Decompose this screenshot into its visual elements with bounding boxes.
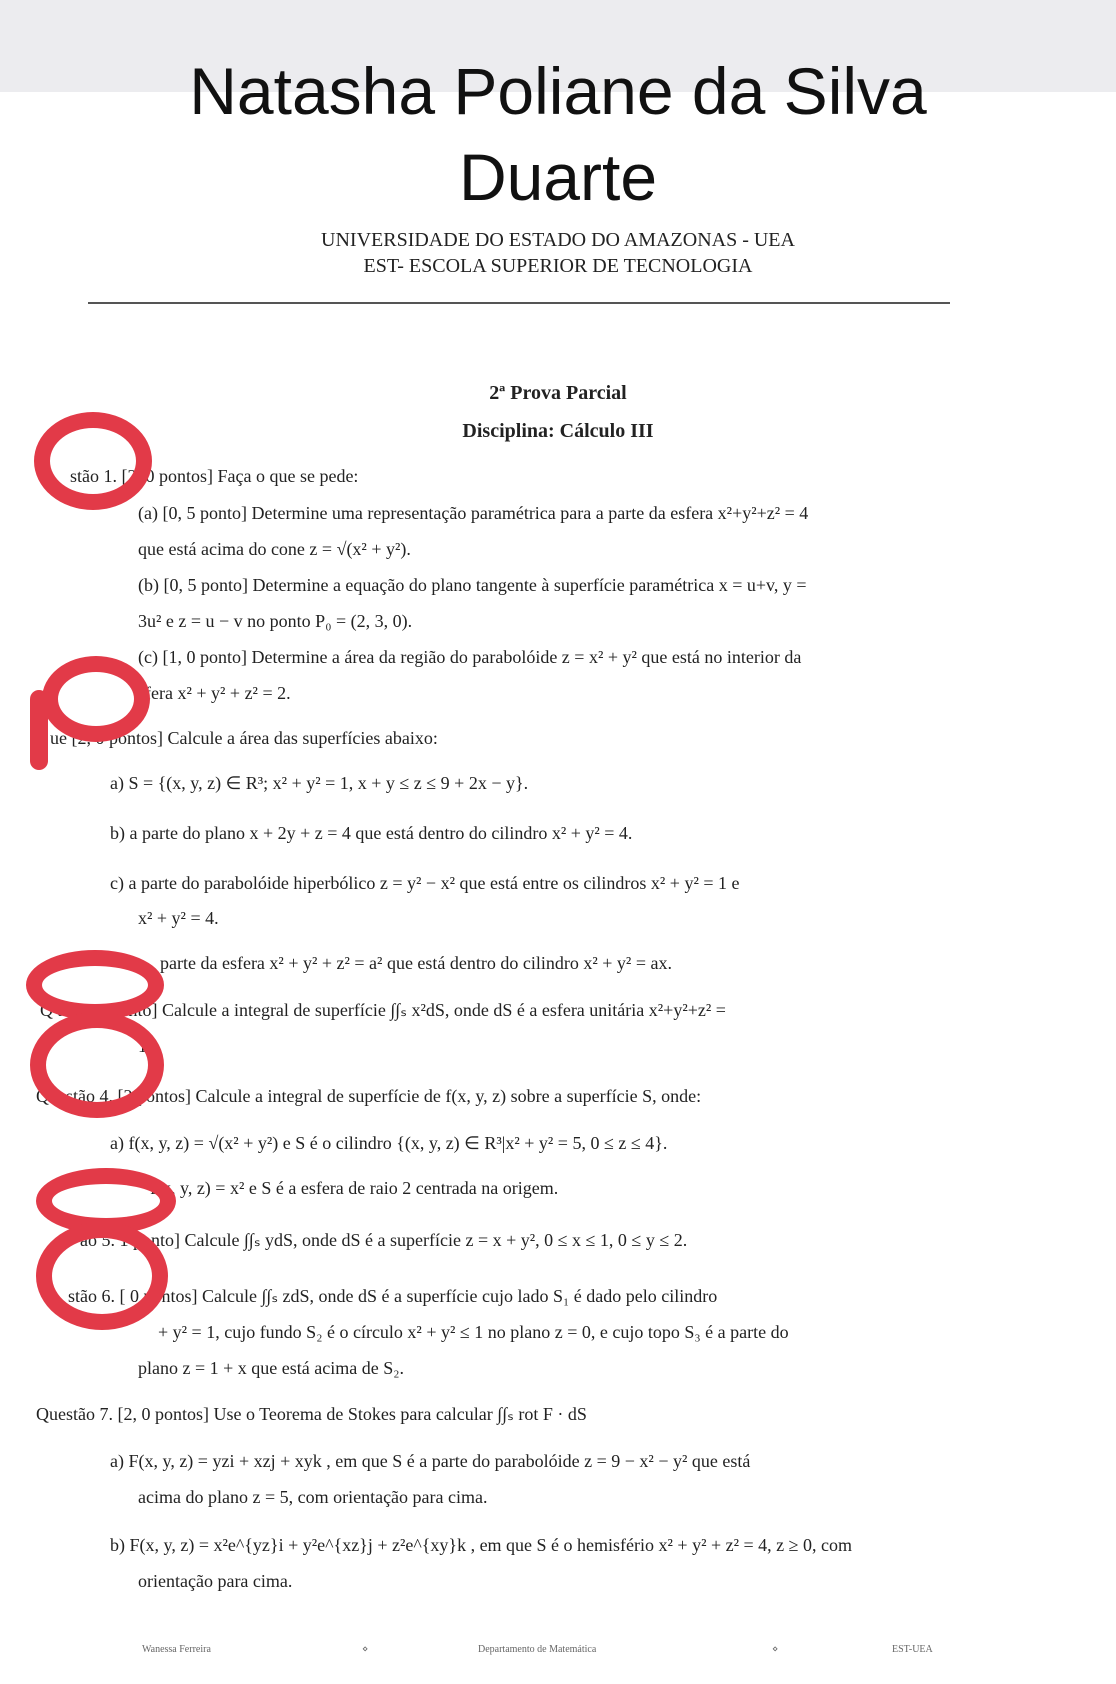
question-1b-line1: (b) [0, 5 ponto] Determine a equação do plano tangente à superfície paramétrica x = u+v, y = [138, 575, 807, 595]
question-6-line2: + y² = 1, cujo fundo S₂ é o círculo x² + y² ≤ 1 no plano z = 0, e cujo topo S₃ é a parte do [158, 1322, 789, 1342]
annotation-eight-1b [30, 1012, 164, 1118]
question-2c-line2: x² + y² = 4. [138, 908, 219, 928]
question-1-intro: stão 1. [2, 0 pontos] Faça o que se pede: [70, 466, 359, 486]
annotation-circle-1 [34, 412, 152, 510]
annotation-stroke-2 [30, 690, 48, 770]
question-1c-line2: sfera x² + y² + z² = 2. [138, 683, 291, 703]
question-6-line3: plano z = 1 + x que está acima de S₂. [138, 1358, 405, 1378]
question-7a-line1: a) F(x, y, z) = yzi + xzj + xyk , em que S é a parte do parabolóide z = 9 − x² − y² que está [110, 1451, 751, 1471]
author-name-line1: Natasha Poliane da Silva [189, 54, 927, 128]
question-6-line1: stão 6. [ 0 pontos] Calcule ∫∫ₛ zdS, onde dS é a superfície cujo lado S₁ é dado pelo cilindro [68, 1286, 718, 1306]
question-7b-line1: b) F(x, y, z) = x²e^{yz}i + y²e^{xz}j + z²e^{xy}k , em que S é o hemisfério x² + y² + z² = 4, z ≥ 0, com [110, 1535, 853, 1555]
institution-line2: EST- ESCOLA SUPERIOR DE TECNOLOGIA [363, 255, 753, 277]
question-4-intro: Questão 4. [2 pontos] Calcule a integral de superfície de f(x, y, z) sobre a superfície S, onde: [36, 1086, 702, 1106]
question-7-intro: Questão 7. [2, 0 pontos] Use o Teorema de Stokes para calcular ∫∫ₛ rot F · dS [36, 1404, 587, 1424]
question-4a: a) f(x, y, z) = √(x² + y²) e S é o cilindro {(x, y, z) ∈ R³|x² + y² = 5, 0 ≤ z ≤ 4}. [110, 1133, 668, 1153]
question-3-continuation: 1 [138, 1036, 147, 1056]
question-1a-line2: que está acima do cone z = √(x² + y²). [138, 539, 411, 559]
question-1c-line1: (c) [1, 0 ponto] Determine a área da região do parabolóide z = x² + y² que está no interior da [138, 647, 802, 667]
question-7b-line2: orientação para cima. [138, 1571, 293, 1591]
header-divider [88, 302, 950, 304]
question-5: ão 5. 1 ponto] Calcule ∫∫ₛ ydS, onde dS é a superfície z = x + y², 0 ≤ x ≤ 1, 0 ≤ y ≤ 2. [80, 1230, 688, 1250]
footer-author: Wanessa Ferreira [142, 1644, 211, 1655]
footer-institution: EST-UEA [892, 1644, 933, 1655]
institution-header [0, 227, 1116, 279]
question-4b: f(x, y, z) = x² e S é a esfera de raio 2 centrada na origem. [150, 1178, 559, 1198]
question-2-intro: ue [2, 0 pontos] Calcule a área das superfícies abaixo: [50, 728, 438, 748]
question-2b: b) a parte do plano x + 2y + z = 4 que está dentro do cilindro x² + y² = 4. [110, 823, 633, 843]
discipline-title: Disciplina: Cálculo III [462, 420, 654, 442]
question-7a-line2: acima do plano z = 5, com orientação para cima. [138, 1487, 488, 1507]
question-2d: parte da esfera x² + y² + z² = a² que está dentro do cilindro x² + y² = ax. [160, 953, 672, 973]
question-1b-line2: 3u² e z = u − v no ponto P₀ = (2, 3, 0). [138, 611, 413, 631]
footer-department: Departamento de Matemática [478, 1644, 597, 1655]
question-2a: a) S = {(x, y, z) ∈ R³; x² + y² = 1, x + y ≤ z ≤ 9 + 2x − y}. [110, 773, 529, 793]
question-3: Q ão 3. 1 ponto] Calcule a integral de superfície ∫∫ₛ x²dS, onde dS é a esfera unitária x²+y²+z² = [40, 1000, 726, 1020]
question-2c-line1: c) a parte do parabolóide hiperbólico z = y² − x² que está entre os cilindros x² + y² = 1 e [110, 873, 740, 893]
author-name [0, 48, 1116, 220]
institution-line1: UNIVERSIDADE DO ESTADO DO AMAZONAS - UEA [321, 229, 795, 251]
footer-separator-2: ⋄ [772, 1644, 779, 1655]
annotation-eight-2b [36, 1222, 168, 1330]
question-1a-line1: (a) [0, 5 ponto] Determine uma representação paramétrica para a parte da esfera x²+y²+z² = 4 [138, 503, 809, 523]
author-name-line2: Duarte [458, 140, 658, 214]
annotation-eight-1a [26, 950, 164, 1020]
exam-title: 2ª Prova Parcial [489, 382, 627, 404]
footer-separator-1: ⋄ [362, 1644, 369, 1655]
annotation-circle-2 [42, 656, 150, 742]
